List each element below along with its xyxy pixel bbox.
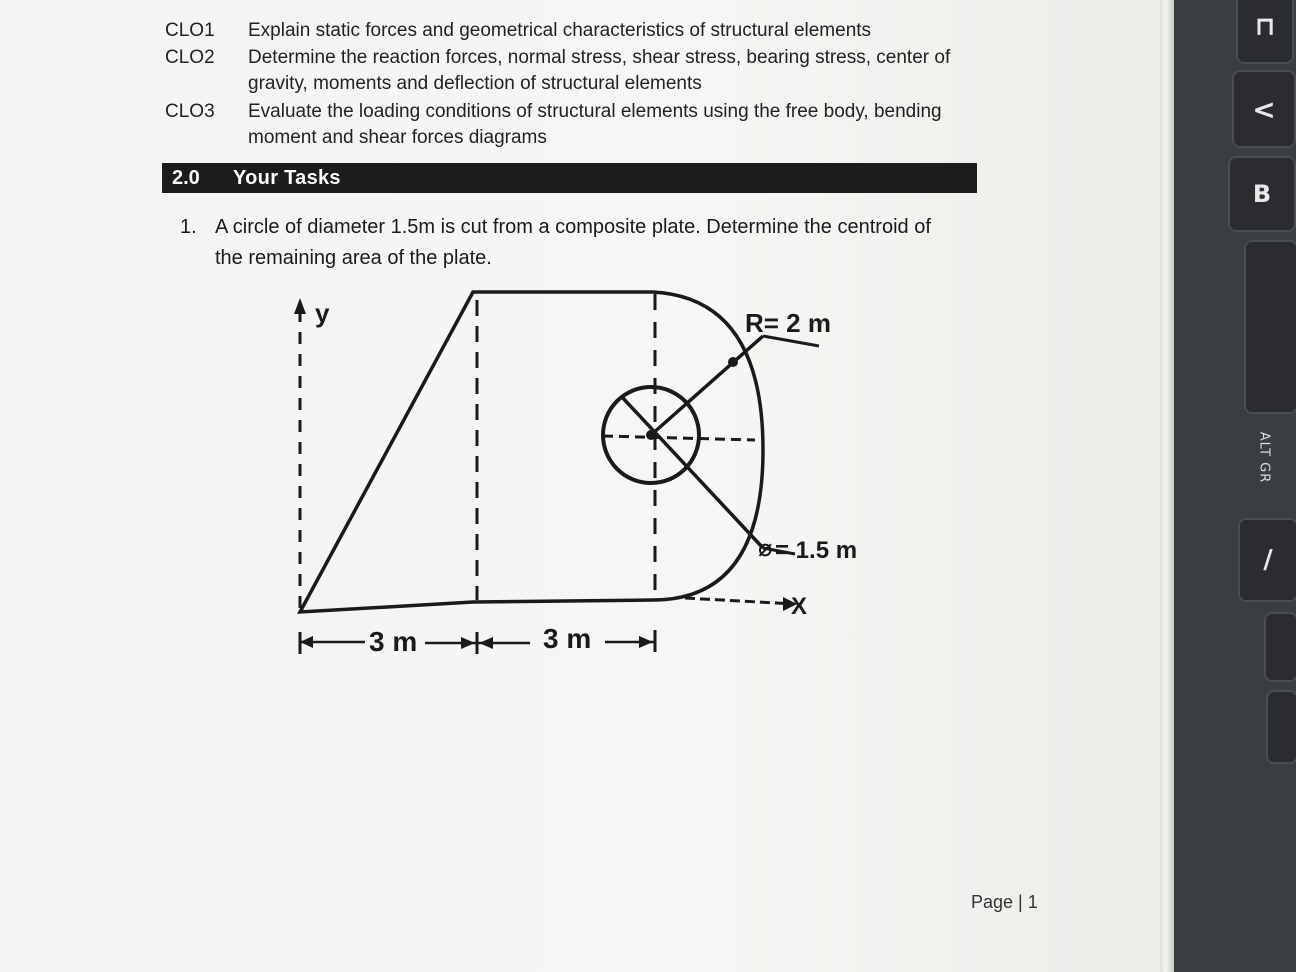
radius-leader: [651, 336, 763, 435]
clo-text: moment and shear forces diagrams: [248, 127, 547, 148]
keyboard-key-large[interactable]: [1244, 240, 1296, 414]
composite-plate-figure: [285, 270, 885, 690]
dim-arrow-1: [300, 636, 313, 648]
keyboard: [1174, 0, 1296, 972]
x-axis-line: [685, 598, 795, 604]
x-axis-label: X: [791, 593, 808, 620]
clo-code: CLO1: [165, 20, 215, 41]
paper-edge: [1160, 0, 1174, 972]
circle-center-dot: [646, 430, 656, 440]
plate-outline: [300, 292, 763, 612]
radius-label: R= 2 m: [745, 308, 831, 338]
y-arrowhead: [294, 298, 306, 314]
keyboard-key[interactable]: B: [1228, 156, 1296, 232]
circle-centerline: [603, 436, 755, 440]
section-title: Your Tasks: [233, 167, 341, 189]
dim-arrow-2: [461, 637, 475, 649]
clo-text: Determine the reaction forces, normal stress, shear stress, bearing stress, center of: [248, 47, 951, 68]
y-axis-label: y: [315, 298, 330, 328]
task-line-2: the remaining area of the plate.: [215, 247, 492, 269]
clo-code: CLO3: [165, 101, 215, 122]
dim-arrow-4: [639, 636, 653, 648]
dim-label-1: 3 m: [369, 626, 418, 657]
section-number: 2.0: [172, 167, 200, 189]
dim-label-2: 3 m: [543, 623, 592, 654]
section-header: [162, 163, 977, 193]
task-text: [215, 212, 995, 274]
keyboard-key-partial[interactable]: [1266, 690, 1296, 764]
clo-text: Explain static forces and geometrical characteristics of structural elements: [248, 20, 872, 41]
clo-text: Evaluate the loading conditions of structural elements using the free body, bending: [248, 101, 942, 122]
keyboard-key[interactable]: ⊓: [1236, 0, 1294, 64]
task-number: 1.: [180, 216, 197, 238]
altgr-key-label: ALT GR: [1256, 431, 1272, 484]
diameter-symbol-icon: ⌀: [758, 534, 773, 562]
page-number: Page | 1: [971, 892, 1038, 912]
clo-text: gravity, moments and deflection of structural elements: [248, 73, 702, 94]
dim-arrow-3: [479, 637, 493, 649]
radius-dot: [728, 357, 738, 367]
diameter-leader: [621, 396, 763, 548]
keyboard-key[interactable]: /: [1238, 518, 1296, 602]
keyboard-key[interactable]: <: [1232, 70, 1296, 148]
task-line-1: A circle of diameter 1.5m is cut from a composite plate. Determine the centroid of: [215, 216, 931, 238]
keyboard-key-partial[interactable]: [1264, 612, 1296, 682]
diameter-label: = 1.5 m: [775, 537, 858, 564]
clo-code: CLO2: [165, 47, 215, 68]
